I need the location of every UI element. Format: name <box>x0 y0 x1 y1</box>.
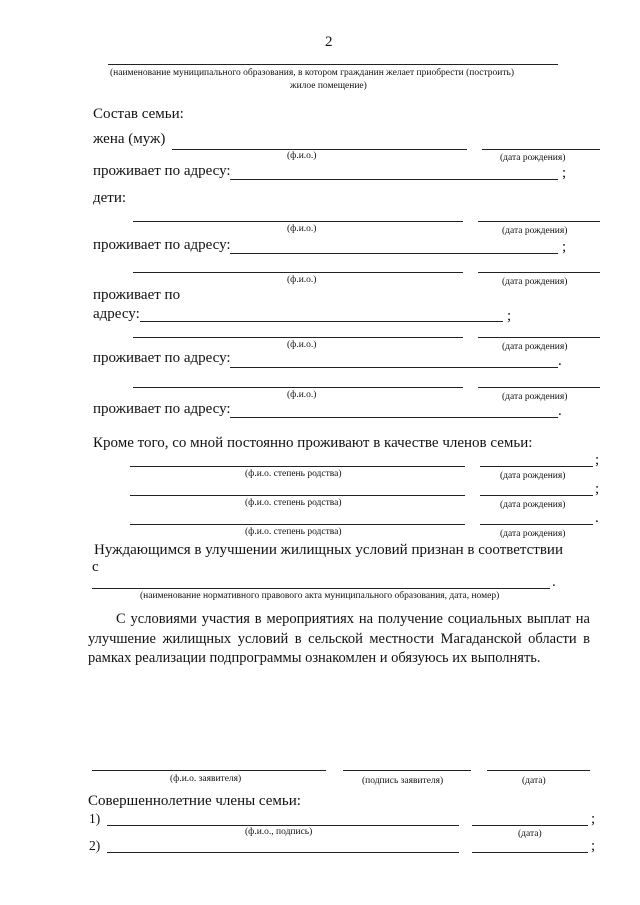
legal-act-line[interactable] <box>92 588 550 589</box>
spouse-address-label: проживает по адресу: <box>93 163 231 179</box>
child2-address-semicolon: ; <box>507 308 512 324</box>
child2-birthdate-line[interactable] <box>478 272 600 273</box>
applicant-sign-caption: (подпись заявителя) <box>362 776 444 786</box>
child2-address-line[interactable] <box>140 321 503 322</box>
other3-relation-caption: (ф.и.о. степень родства) <box>245 527 342 537</box>
other3-birthdate-line[interactable] <box>480 524 593 525</box>
spouse-label: жена (муж) <box>93 131 166 147</box>
other3-fio-line[interactable] <box>130 524 465 525</box>
legal-act-period: . <box>552 574 556 590</box>
child3-fio-line[interactable] <box>133 337 463 338</box>
child3-address-label: проживает по адресу: <box>93 350 231 366</box>
agreement-paragraph: С условиями участия в мероприятиях на получение социальных выплат на улучшение жилищных условий в сельской местности Магаданской области в рамках реализации подпрограммы ознакомлен и обязуюсь их выполнять. <box>88 611 590 666</box>
spouse-fio-caption: (ф.и.о.) <box>287 151 317 161</box>
child3-address-line[interactable] <box>230 367 558 368</box>
spouse-fio-line[interactable] <box>172 149 467 150</box>
spouse-birthdate-caption: (дата рождения) <box>500 153 566 163</box>
other3-birthdate-caption: (дата рождения) <box>500 529 566 539</box>
child2-address-label-part2: адресу: <box>93 306 140 322</box>
municipality-caption-2: жилое помещение) <box>290 81 367 91</box>
other1-birthdate-line[interactable] <box>480 466 593 467</box>
other3-period: . <box>595 510 599 526</box>
adult1-fio-caption: (ф.и.о., подпись) <box>245 827 313 837</box>
applicant-fio-caption: (ф.и.о. заявителя) <box>170 774 242 784</box>
applicant-sign-line[interactable] <box>343 770 471 771</box>
other2-fio-line[interactable] <box>130 495 465 496</box>
child3-address-period: . <box>558 353 562 369</box>
child1-fio-caption: (ф.и.о.) <box>287 224 317 234</box>
other1-relation-caption: (ф.и.о. степень родства) <box>245 469 342 479</box>
adult1-date-line[interactable] <box>472 825 588 826</box>
other1-birthdate-caption: (дата рождения) <box>500 471 566 481</box>
adult2-number: 2) <box>89 838 101 853</box>
child2-fio-line[interactable] <box>133 272 463 273</box>
adult2-semicolon: ; <box>591 838 596 854</box>
other2-relation-caption: (ф.и.о. степень родства) <box>245 498 342 508</box>
other2-birthdate-caption: (дата рождения) <box>500 500 566 510</box>
child1-address-line[interactable] <box>230 253 558 254</box>
adult1-semicolon: ; <box>591 811 596 827</box>
child3-birthdate-line[interactable] <box>478 337 600 338</box>
child4-address-label: проживает по адресу: <box>93 401 231 417</box>
others-title: Кроме того, со мной постоянно проживают в качестве членов семьи: <box>93 435 533 451</box>
family-title: Состав семьи: <box>93 106 184 122</box>
adult1-date-caption: (дата) <box>518 829 542 839</box>
child4-birthdate-caption: (дата рождения) <box>502 392 568 402</box>
adult1-number: 1) <box>89 811 101 826</box>
applicant-date-caption: (дата) <box>522 776 546 786</box>
other2-semicolon: ; <box>595 481 600 497</box>
child4-fio-line[interactable] <box>133 387 463 388</box>
adult2-date-line[interactable] <box>472 852 588 853</box>
child3-birthdate-caption: (дата рождения) <box>502 342 568 352</box>
child4-address-period: . <box>558 403 562 419</box>
child1-address-semicolon: ; <box>562 239 567 255</box>
child2-address-label-part1: проживает по <box>93 287 181 303</box>
child4-birthdate-line[interactable] <box>478 387 600 388</box>
child1-address-label: проживает по адресу: <box>93 237 231 253</box>
spouse-birthdate-line[interactable] <box>482 149 600 150</box>
child2-birthdate-caption: (дата рождения) <box>502 277 568 287</box>
spouse-address-semicolon: ; <box>562 165 567 181</box>
applicant-fio-line[interactable] <box>92 770 326 771</box>
other1-fio-line[interactable] <box>130 466 465 467</box>
other2-birthdate-line[interactable] <box>480 495 593 496</box>
municipality-line <box>108 64 558 65</box>
adult1-fio-line[interactable] <box>107 825 459 826</box>
municipality-caption-1: (наименование муниципального образования, в котором гражданин желает приобрести (построить) <box>110 68 515 78</box>
adults-title: Совершеннолетние члены семьи: <box>88 793 301 809</box>
child3-fio-caption: (ф.и.о.) <box>287 340 317 350</box>
child4-address-line[interactable] <box>230 417 558 418</box>
needs-line2: с <box>92 559 99 575</box>
adult2-fio-line[interactable] <box>107 852 459 853</box>
other1-semicolon: ; <box>595 452 600 468</box>
applicant-date-line[interactable] <box>487 770 590 771</box>
child2-fio-caption: (ф.и.о.) <box>287 275 317 285</box>
child1-birthdate-line[interactable] <box>478 221 600 222</box>
spouse-address-line[interactable] <box>230 179 558 180</box>
child4-fio-caption: (ф.и.о.) <box>287 390 317 400</box>
needs-line1: Нуждающимся в улучшении жилищных условий признан в соответствии <box>94 542 563 558</box>
children-label: дети: <box>93 190 127 206</box>
child1-birthdate-caption: (дата рождения) <box>502 226 568 236</box>
child1-fio-line[interactable] <box>133 221 463 222</box>
page-number: 2 <box>325 34 333 50</box>
legal-act-caption: (наименование нормативного правового акта муниципального образования, дата, номер) <box>140 591 500 601</box>
